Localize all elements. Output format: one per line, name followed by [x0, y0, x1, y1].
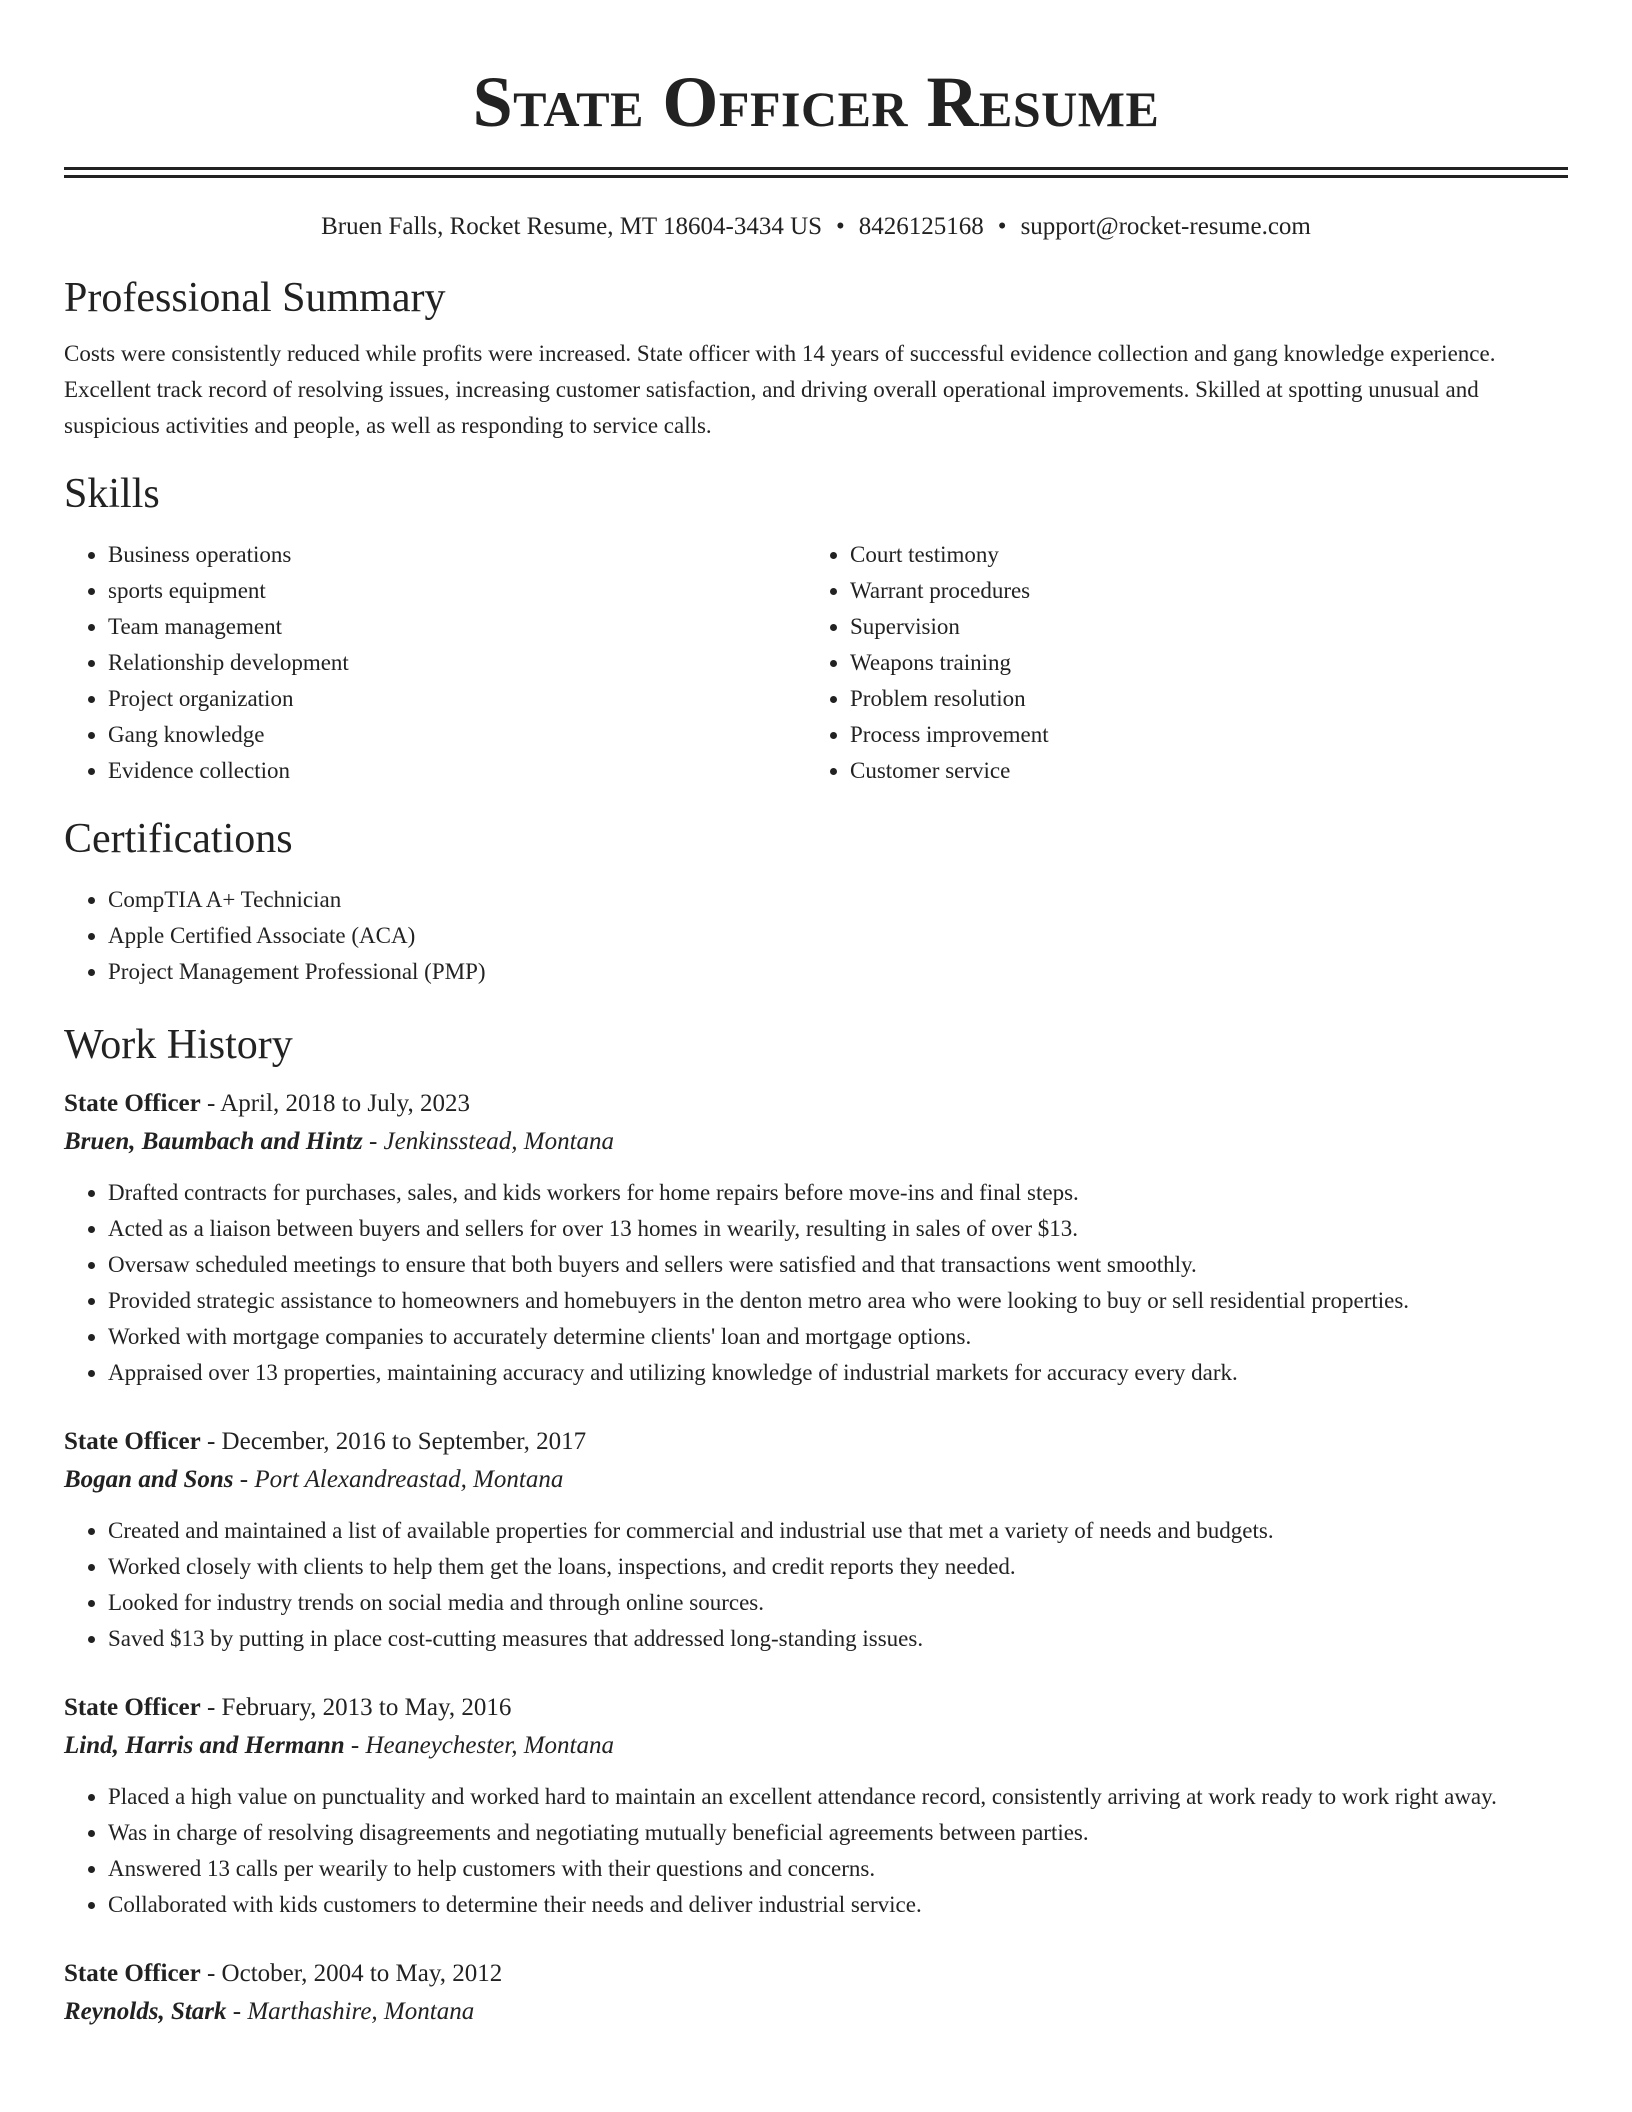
- job-bullets: [64, 1779, 1568, 1923]
- skill-item: • Weapons training: [850, 645, 1548, 681]
- job-bullet: • Placed a high value on punctuality and worked hard to maintain an excellent attendance record, consistently arriving at work ready to work right away.: [108, 1779, 1568, 1815]
- job-bullet: • Worked with mortgage companies to accurately determine clients' loan and mortgage options.: [108, 1319, 1568, 1355]
- skill-item: • Team management: [108, 609, 806, 645]
- contact-phone: 8426125168: [858, 213, 984, 240]
- page-title: State Officer Resume: [472, 62, 1160, 142]
- job-company-line: [64, 1727, 1568, 1765]
- job-bullet: • Appraised over 13 properties, maintaining accuracy and utilizing knowledge of industrial markets for accuracy every dark.: [108, 1355, 1568, 1391]
- job-company: Bogan and Sons: [64, 1466, 234, 1493]
- job-bullet: • Created and maintained a list of available properties for commercial and industrial use that met a variety of needs and budgets.: [108, 1513, 1568, 1549]
- job-role: State Officer: [64, 1428, 201, 1455]
- job-entry: [64, 1423, 1568, 1657]
- skills-column-right: [806, 537, 1548, 789]
- job-dates: - February, 2013 to May, 2016: [200, 1694, 512, 1721]
- job-bullet: • Was in charge of resolving disagreements and negotiating mutually beneficial agreements between parties.: [108, 1815, 1568, 1851]
- skill-item: • Process improvement: [850, 717, 1548, 753]
- job-company-line: [64, 1123, 1568, 1161]
- section-heading-work-history: Work History: [64, 1022, 293, 1068]
- skills-list-right: [806, 537, 1548, 789]
- job-bullet: • Drafted contracts for purchases, sales, and kids workers for home repairs before move-ins and final steps.: [108, 1175, 1568, 1211]
- certification-item: • Project Management Professional (PMP): [108, 954, 1568, 990]
- skill-item: • Business operations: [108, 537, 806, 573]
- job-dates: - April, 2018 to July, 2023: [200, 1090, 470, 1117]
- job-title-line: [64, 1689, 1568, 1727]
- job-bullet: • Provided strategic assistance to homeowners and homebuyers in the denton metro area who were looking to buy or sell residential properties.: [108, 1283, 1568, 1319]
- job-bullet: • Worked closely with clients to help them get the loans, inspections, and credit reports they needed.: [108, 1549, 1568, 1585]
- skill-item: • Customer service: [850, 753, 1548, 789]
- title-double-rule: [64, 167, 1568, 178]
- skills-grid: [64, 537, 1568, 789]
- job-role: State Officer: [64, 1090, 201, 1117]
- job-role: State Officer: [64, 1960, 201, 1987]
- job-entry: [64, 1955, 1568, 2031]
- job-title-line: [64, 1423, 1568, 1461]
- contact-line: [64, 211, 1568, 243]
- job-bullet: • Collaborated with kids customers to determine their needs and deliver industrial service.: [108, 1887, 1568, 1923]
- certification-item: • CompTIA A+ Technician: [108, 882, 1568, 918]
- contact-separator: •: [997, 213, 1007, 240]
- skills-column-left: [64, 537, 806, 789]
- skill-item: • Relationship development: [108, 645, 806, 681]
- job-title-line: [64, 1085, 1568, 1123]
- section-heading-summary: Professional Summary: [64, 275, 446, 321]
- job-location: - Port Alexandreastad, Montana: [233, 1466, 564, 1493]
- work-history-section: [64, 1020, 1568, 2031]
- skill-item: • sports equipment: [108, 573, 806, 609]
- skill-item: • Gang knowledge: [108, 717, 806, 753]
- section-heading-certifications: Certifications: [64, 816, 293, 862]
- skill-item: • Problem resolution: [850, 681, 1548, 717]
- job-dates: - December, 2016 to September, 2017: [200, 1428, 587, 1455]
- job-entry: [64, 1085, 1568, 1391]
- job-bullet: • Saved $13 by putting in place cost-cutting measures that addressed long-standing issues.: [108, 1621, 1568, 1657]
- job-company-line: [64, 1461, 1568, 1499]
- job-bullet: • Answered 13 calls per wearily to help customers with their questions and concerns.: [108, 1851, 1568, 1887]
- skill-item: • Evidence collection: [108, 753, 806, 789]
- job-bullets: [64, 1513, 1568, 1657]
- skill-item: • Supervision: [850, 609, 1548, 645]
- job-company: Bruen, Baumbach and Hintz: [64, 1128, 363, 1155]
- job-title-line: [64, 1955, 1568, 1993]
- summary-text: Costs were consistently reduced while profits were increased. State officer with 14 years of successful evidence collection and gang knowledge experience. Excellent track record of resolving issues, increasing customer satisfaction, and driving overall operational improvements. Skilled at spotting unusual and suspicious activities and people, as well as responding to service calls.: [64, 341, 1496, 438]
- certification-item: • Apple Certified Associate (ACA): [108, 918, 1568, 954]
- certifications-list: [64, 882, 1568, 990]
- job-location: - Marthashire, Montana: [226, 1998, 475, 2025]
- job-company: Reynolds, Stark: [64, 1998, 227, 2025]
- skill-item: • Project organization: [108, 681, 806, 717]
- contact-email: support@rocket-resume.com: [1020, 213, 1311, 240]
- job-role: State Officer: [64, 1694, 201, 1721]
- job-location: - Jenkinsstead, Montana: [362, 1128, 615, 1155]
- certifications-section: [64, 814, 1568, 990]
- job-company: Lind, Harris and Hermann: [64, 1732, 345, 1759]
- skill-item: • Court testimony: [850, 537, 1548, 573]
- resume-page: [64, 0, 1568, 2031]
- job-bullet: • Acted as a liaison between buyers and sellers for over 13 homes in wearily, resulting in sales of over $13.: [108, 1211, 1568, 1247]
- contact-separator: •: [836, 213, 845, 240]
- job-dates: - October, 2004 to May, 2012: [200, 1960, 503, 1987]
- job-company-line: [64, 1993, 1568, 2031]
- job-bullet: • Looked for industry trends on social media and through online sources.: [108, 1585, 1568, 1621]
- skills-list-left: [64, 537, 806, 789]
- skill-item: • Warrant procedures: [850, 573, 1548, 609]
- job-entry: [64, 1689, 1568, 1923]
- contact-address: Bruen Falls, Rocket Resume, MT 18604-3434 US: [321, 213, 823, 240]
- professional-summary-section: [64, 273, 1568, 444]
- skills-section: [64, 469, 1568, 789]
- job-location: - Heaneychester, Montana: [344, 1732, 615, 1759]
- job-bullets: [64, 1175, 1568, 1391]
- section-heading-skills: Skills: [64, 471, 160, 517]
- job-bullet: • Oversaw scheduled meetings to ensure that both buyers and sellers were satisfied and that transactions went smoothly.: [108, 1247, 1568, 1283]
